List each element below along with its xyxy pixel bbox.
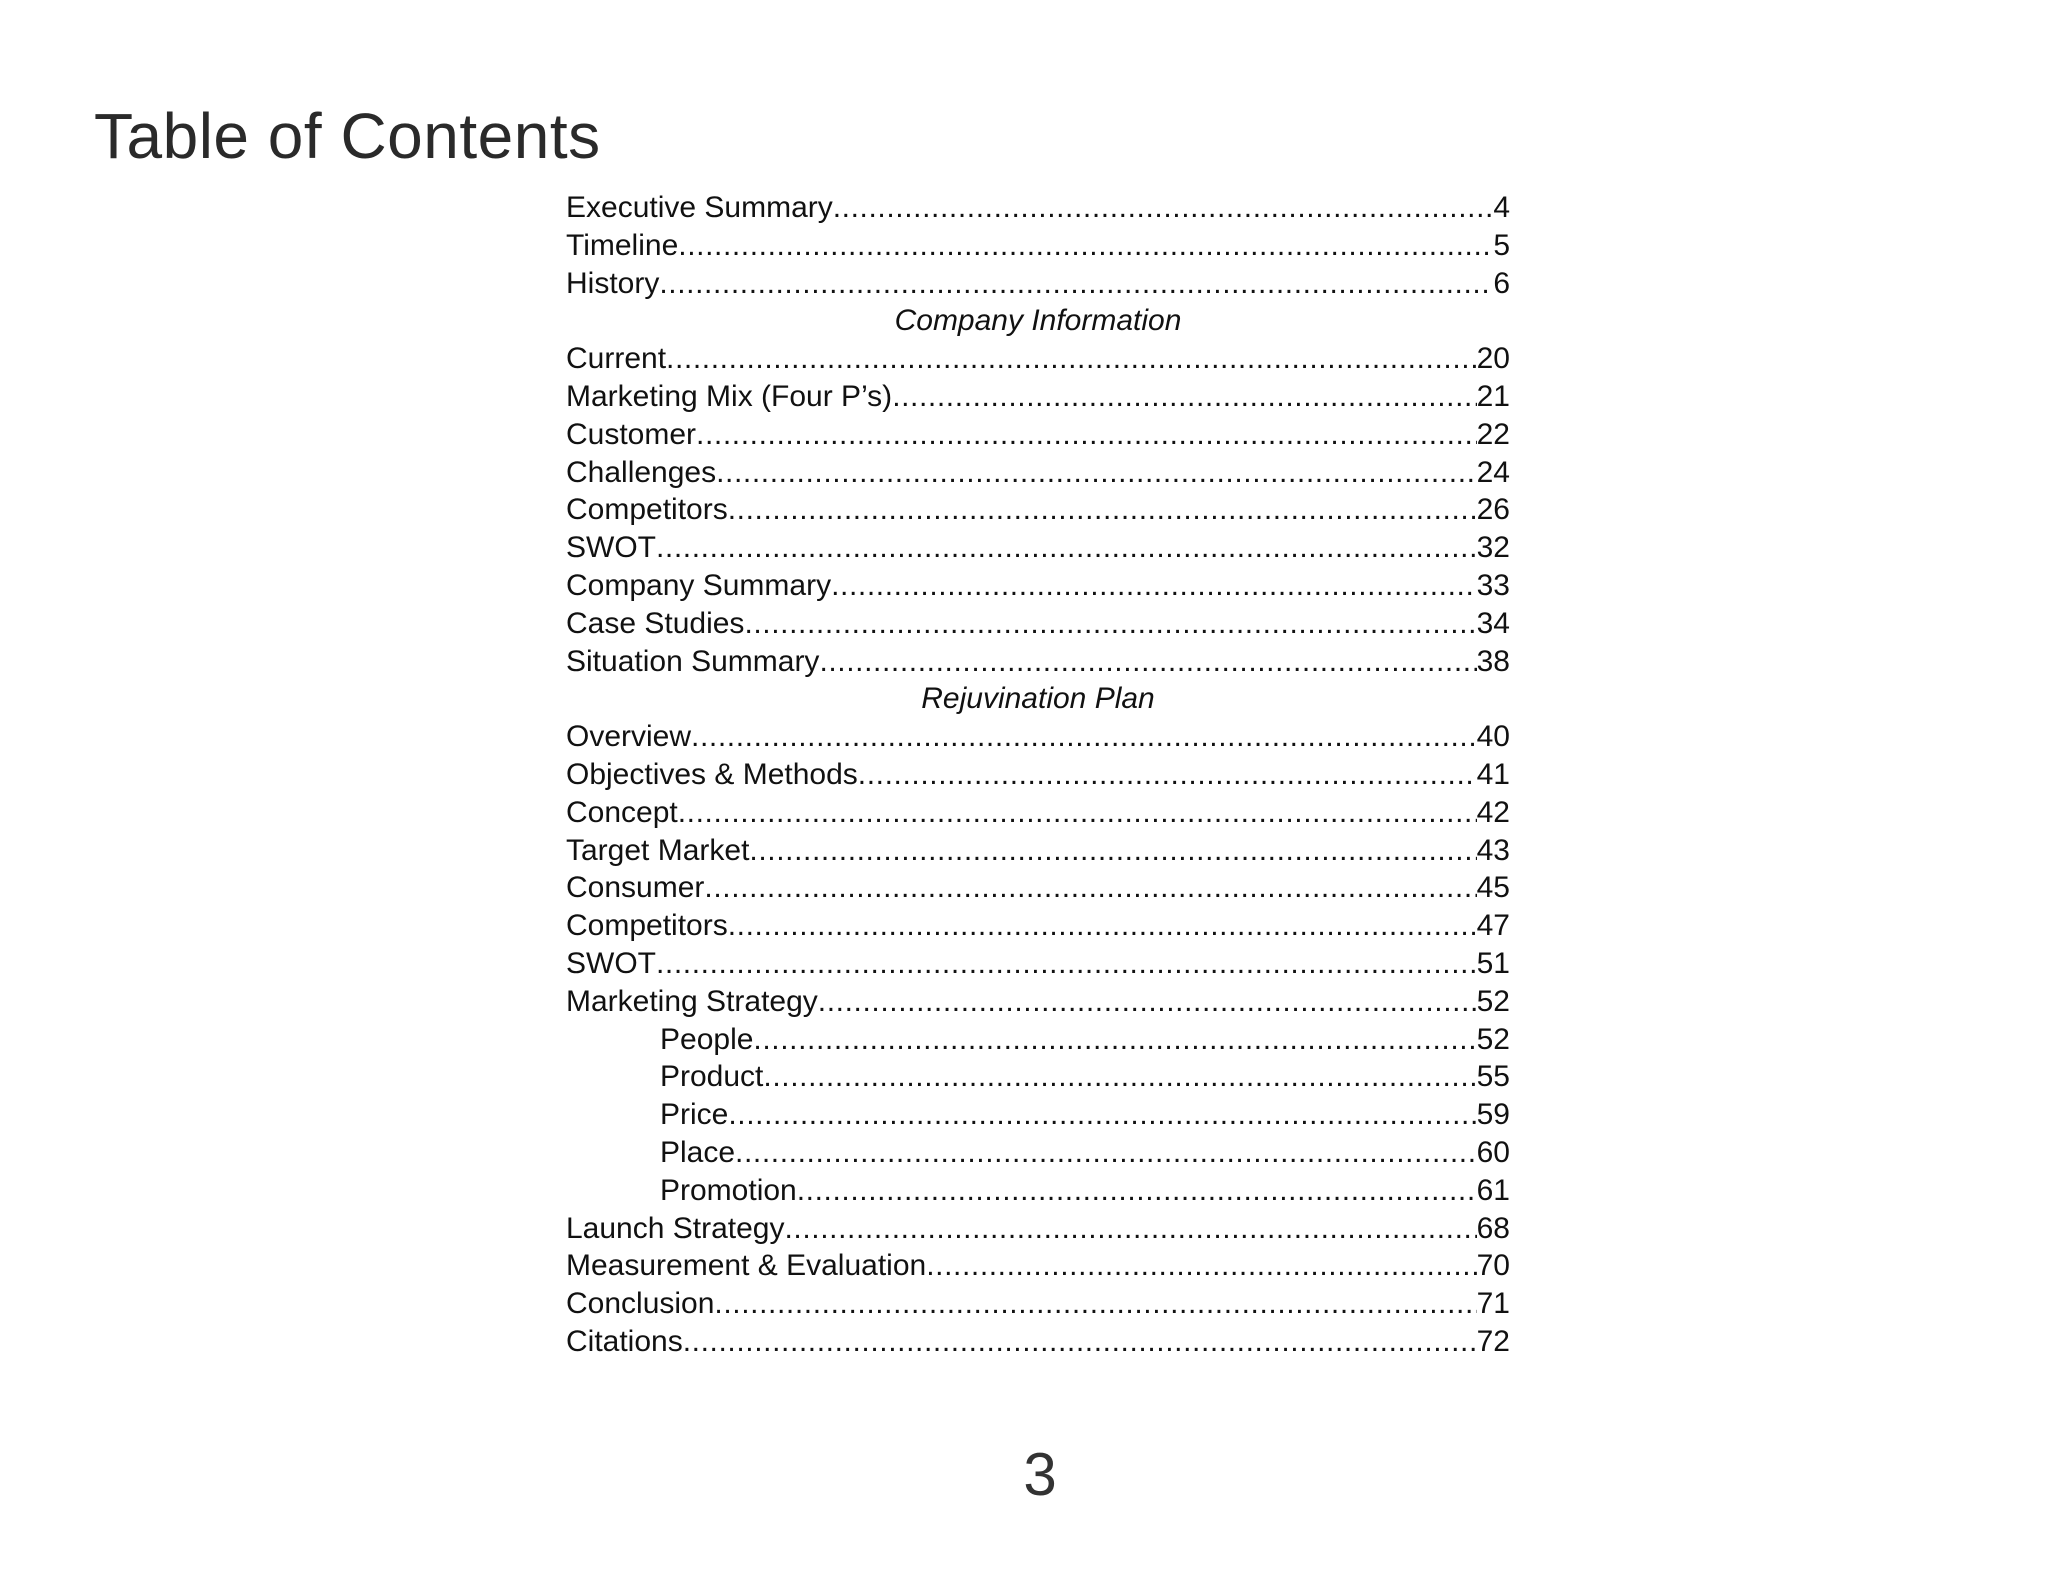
toc-entry-label: People — [660, 1022, 754, 1056]
toc-entry-label: Citations — [566, 1324, 683, 1358]
toc-entry-page: 22 — [1476, 417, 1510, 451]
toc-entry-label: Overview — [566, 720, 692, 754]
toc-entry-page: 45 — [1476, 871, 1510, 905]
dot-leader — [696, 416, 1477, 454]
dot-leader — [892, 378, 1476, 416]
toc-entry-page: 72 — [1476, 1324, 1510, 1358]
dot-leader — [858, 756, 1477, 794]
toc-entry-label: Customer — [566, 417, 697, 451]
page-title: Table of Contents — [94, 100, 601, 172]
toc-entry-conclusion[interactable] — [566, 1285, 1510, 1323]
toc-entry-page: 20 — [1476, 342, 1510, 376]
toc-entry-label: Launch Strategy — [566, 1211, 785, 1245]
toc-entry-challenges[interactable] — [566, 454, 1510, 492]
dot-leader — [749, 832, 1476, 870]
dot-leader — [926, 1247, 1476, 1285]
dot-leader — [784, 1210, 1476, 1248]
toc-entry-page: 70 — [1476, 1249, 1510, 1283]
toc-entry-page: 43 — [1476, 833, 1510, 867]
table-of-contents — [566, 189, 1510, 1361]
toc-entry-timeline[interactable] — [566, 227, 1510, 265]
dot-leader — [797, 1172, 1477, 1210]
toc-entry-executive-summary[interactable] — [566, 189, 1510, 227]
toc-entry-label: Current — [566, 342, 667, 376]
toc-entry-label: Case Studies — [566, 606, 745, 640]
toc-entry-case-studies[interactable] — [566, 605, 1510, 643]
toc-entry-label: Situation Summary — [566, 644, 820, 678]
dot-leader — [728, 1096, 1476, 1134]
toc-entry-page: 55 — [1476, 1060, 1510, 1094]
toc-entry-overview[interactable] — [566, 718, 1510, 756]
toc-entry-swot[interactable] — [566, 529, 1510, 567]
dot-leader — [666, 340, 1477, 378]
toc-entry-page: 42 — [1476, 795, 1510, 829]
toc-entry-page: 41 — [1476, 757, 1510, 791]
toc-entry-label: SWOT — [566, 531, 656, 565]
toc-entry-swot-plan[interactable] — [566, 945, 1510, 983]
dot-leader — [678, 227, 1493, 265]
dot-leader — [833, 189, 1494, 227]
toc-subentry-promotion[interactable] — [566, 1172, 1510, 1210]
toc-entry-label: Challenges — [566, 455, 717, 489]
dot-leader — [728, 491, 1477, 529]
toc-entry-label: Consumer — [566, 871, 705, 905]
toc-entry-target-market[interactable] — [566, 832, 1510, 870]
toc-entry-page: 60 — [1476, 1135, 1510, 1169]
toc-entry-label: Marketing Strategy — [566, 984, 818, 1018]
toc-entry-page: 47 — [1476, 909, 1510, 943]
toc-entry-page: 71 — [1476, 1287, 1510, 1321]
toc-entry-launch-strategy[interactable] — [566, 1210, 1510, 1248]
toc-entry-page: 38 — [1476, 644, 1510, 678]
dot-leader — [744, 605, 1476, 643]
toc-entry-situation-summary[interactable] — [566, 643, 1510, 681]
toc-entry-citations[interactable] — [566, 1323, 1510, 1361]
dot-leader — [659, 265, 1493, 303]
toc-entry-company-summary[interactable] — [566, 567, 1510, 605]
toc-entry-page: 51 — [1476, 946, 1510, 980]
toc-entry-label: Target Market — [566, 833, 750, 867]
dot-leader — [753, 1021, 1476, 1059]
dot-leader — [819, 643, 1476, 681]
dot-leader — [716, 454, 1477, 492]
dot-leader — [656, 945, 1477, 983]
toc-entry-page: 34 — [1476, 606, 1510, 640]
toc-entry-label: Concept — [566, 795, 678, 829]
toc-entry-page: 6 — [1493, 266, 1510, 300]
dot-leader — [691, 718, 1477, 756]
toc-subentry-people[interactable] — [566, 1021, 1510, 1059]
dot-leader — [728, 907, 1477, 945]
toc-entry-label: Measurement & Evaluation — [566, 1249, 927, 1283]
dot-leader — [763, 1058, 1476, 1096]
section-heading-rejuvination-plan: Rejuvination Plan — [921, 682, 1155, 716]
toc-entry-page: 52 — [1476, 984, 1510, 1018]
dot-leader — [735, 1134, 1477, 1172]
toc-entry-competitors-plan[interactable] — [566, 907, 1510, 945]
toc-entry-label: Company Summary — [566, 568, 832, 602]
toc-entry-label: Competitors — [566, 493, 728, 527]
dot-leader — [656, 529, 1477, 567]
toc-entry-current[interactable] — [566, 340, 1510, 378]
toc-entry-label: Executive Summary — [566, 191, 833, 224]
toc-entry-page: 32 — [1476, 531, 1510, 565]
toc-entry-consumer[interactable] — [566, 869, 1510, 907]
toc-entry-competitors[interactable] — [566, 491, 1510, 529]
toc-entry-label: Objectives & Methods — [566, 757, 858, 791]
toc-entry-objectives-methods[interactable] — [566, 756, 1510, 794]
toc-entry-page: 5 — [1493, 228, 1510, 262]
toc-entry-label: Price — [660, 1098, 729, 1132]
toc-entry-page: 4 — [1493, 191, 1510, 224]
dot-leader — [714, 1285, 1476, 1323]
section-heading-company-information: Company Information — [894, 304, 1182, 338]
page-number: 3 — [1023, 1441, 1057, 1508]
toc-entry-label: Conclusion — [566, 1287, 715, 1321]
toc-entry-page: 59 — [1476, 1098, 1510, 1132]
toc-entry-label: Promotion — [660, 1173, 797, 1207]
toc-entry-label: Marketing Mix (Four P’s) — [566, 379, 893, 413]
toc-entry-label: SWOT — [566, 946, 656, 980]
toc-entry-concept[interactable] — [566, 794, 1510, 832]
dot-leader — [818, 983, 1477, 1021]
toc-entry-page: 26 — [1476, 493, 1510, 527]
toc-entry-page: 52 — [1476, 1022, 1510, 1056]
toc-entry-page: 21 — [1476, 379, 1510, 413]
toc-entry-label: History — [566, 266, 660, 300]
toc-entry-label: Place — [660, 1135, 736, 1169]
toc-entry-history[interactable] — [566, 265, 1510, 303]
toc-entry-marketing-strategy[interactable] — [566, 983, 1510, 1021]
dot-leader — [683, 1323, 1477, 1361]
toc-subentry-product[interactable] — [566, 1058, 1510, 1096]
toc-entry-page: 24 — [1476, 455, 1510, 489]
toc-entry-customer[interactable] — [566, 416, 1510, 454]
toc-entry-label: Competitors — [566, 909, 728, 943]
dot-leader — [678, 794, 1477, 832]
dot-leader — [704, 869, 1476, 907]
toc-entry-page: 61 — [1476, 1173, 1510, 1207]
toc-entry-label: Timeline — [566, 228, 679, 262]
dot-leader — [831, 567, 1477, 605]
toc-entry-measurement-evaluation[interactable] — [566, 1247, 1510, 1285]
toc-entry-marketing-mix[interactable] — [566, 378, 1510, 416]
toc-subentry-place[interactable] — [566, 1134, 1510, 1172]
toc-entry-page: 33 — [1476, 568, 1510, 602]
toc-entry-page: 68 — [1476, 1211, 1510, 1245]
toc-entry-page: 40 — [1476, 720, 1510, 754]
toc-entry-label: Product — [660, 1060, 764, 1094]
toc-subentry-price[interactable] — [566, 1096, 1510, 1134]
